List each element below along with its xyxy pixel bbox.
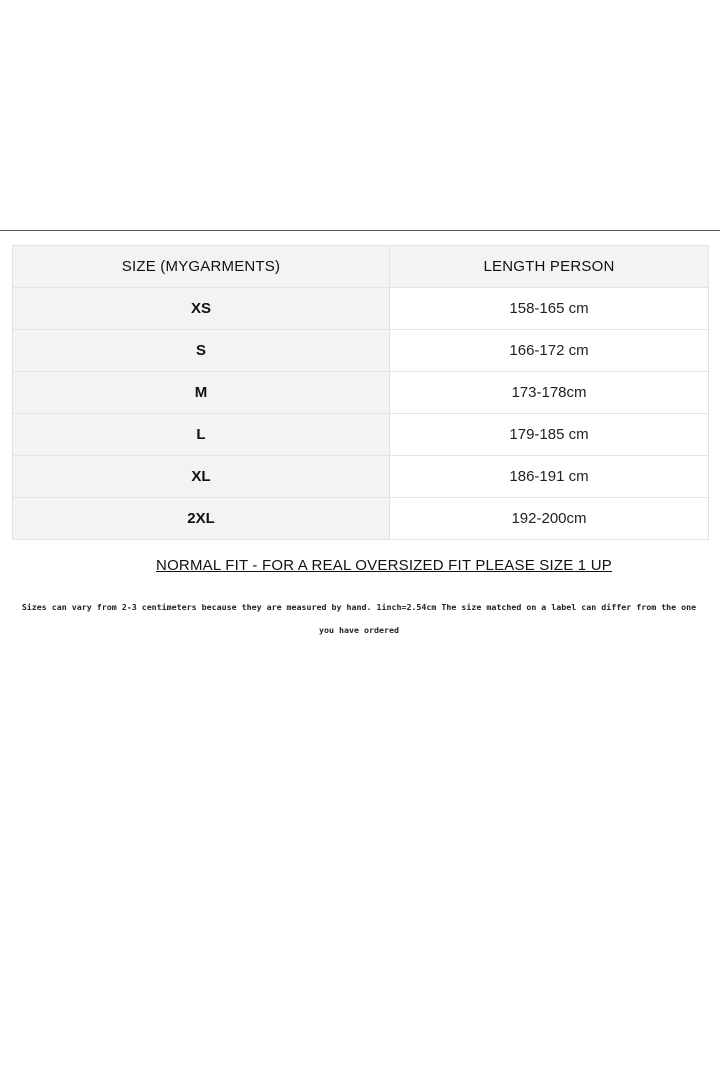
- table-row: [13, 372, 709, 414]
- size-disclaimer: Sizes can vary from 2-3 centimeters because they are measured by hand. 1inch=2.54cm The size matched on a label can differ from the one you have ordered: [21, 602, 697, 635]
- header-length: LENGTH PERSON: [390, 246, 709, 288]
- table-row: [13, 330, 709, 372]
- table-row: [13, 414, 709, 456]
- top-divider: [0, 230, 720, 231]
- size-chart-table: [12, 245, 709, 540]
- length-cell: 192-200cm: [390, 498, 709, 540]
- table-row: [13, 498, 709, 540]
- length-cell: 186-191 cm: [390, 456, 709, 498]
- length-cell: 166-172 cm: [390, 330, 709, 372]
- size-cell: 2XL: [13, 498, 390, 540]
- size-cell: XL: [13, 456, 390, 498]
- size-cell: S: [13, 330, 390, 372]
- size-cell: M: [13, 372, 390, 414]
- table-row: [13, 288, 709, 330]
- header-size: SIZE (MYGARMENTS): [13, 246, 390, 288]
- length-cell: 158-165 cm: [390, 288, 709, 330]
- fit-note: NORMAL FIT - FOR A REAL OVERSIZED FIT PLEASE SIZE 1 UP: [156, 557, 612, 574]
- size-cell: XS: [13, 288, 390, 330]
- length-cell: 173-178cm: [390, 372, 709, 414]
- length-cell: 179-185 cm: [390, 414, 709, 456]
- size-cell: L: [13, 414, 390, 456]
- table-row: [13, 456, 709, 498]
- table-header-row: [13, 246, 709, 288]
